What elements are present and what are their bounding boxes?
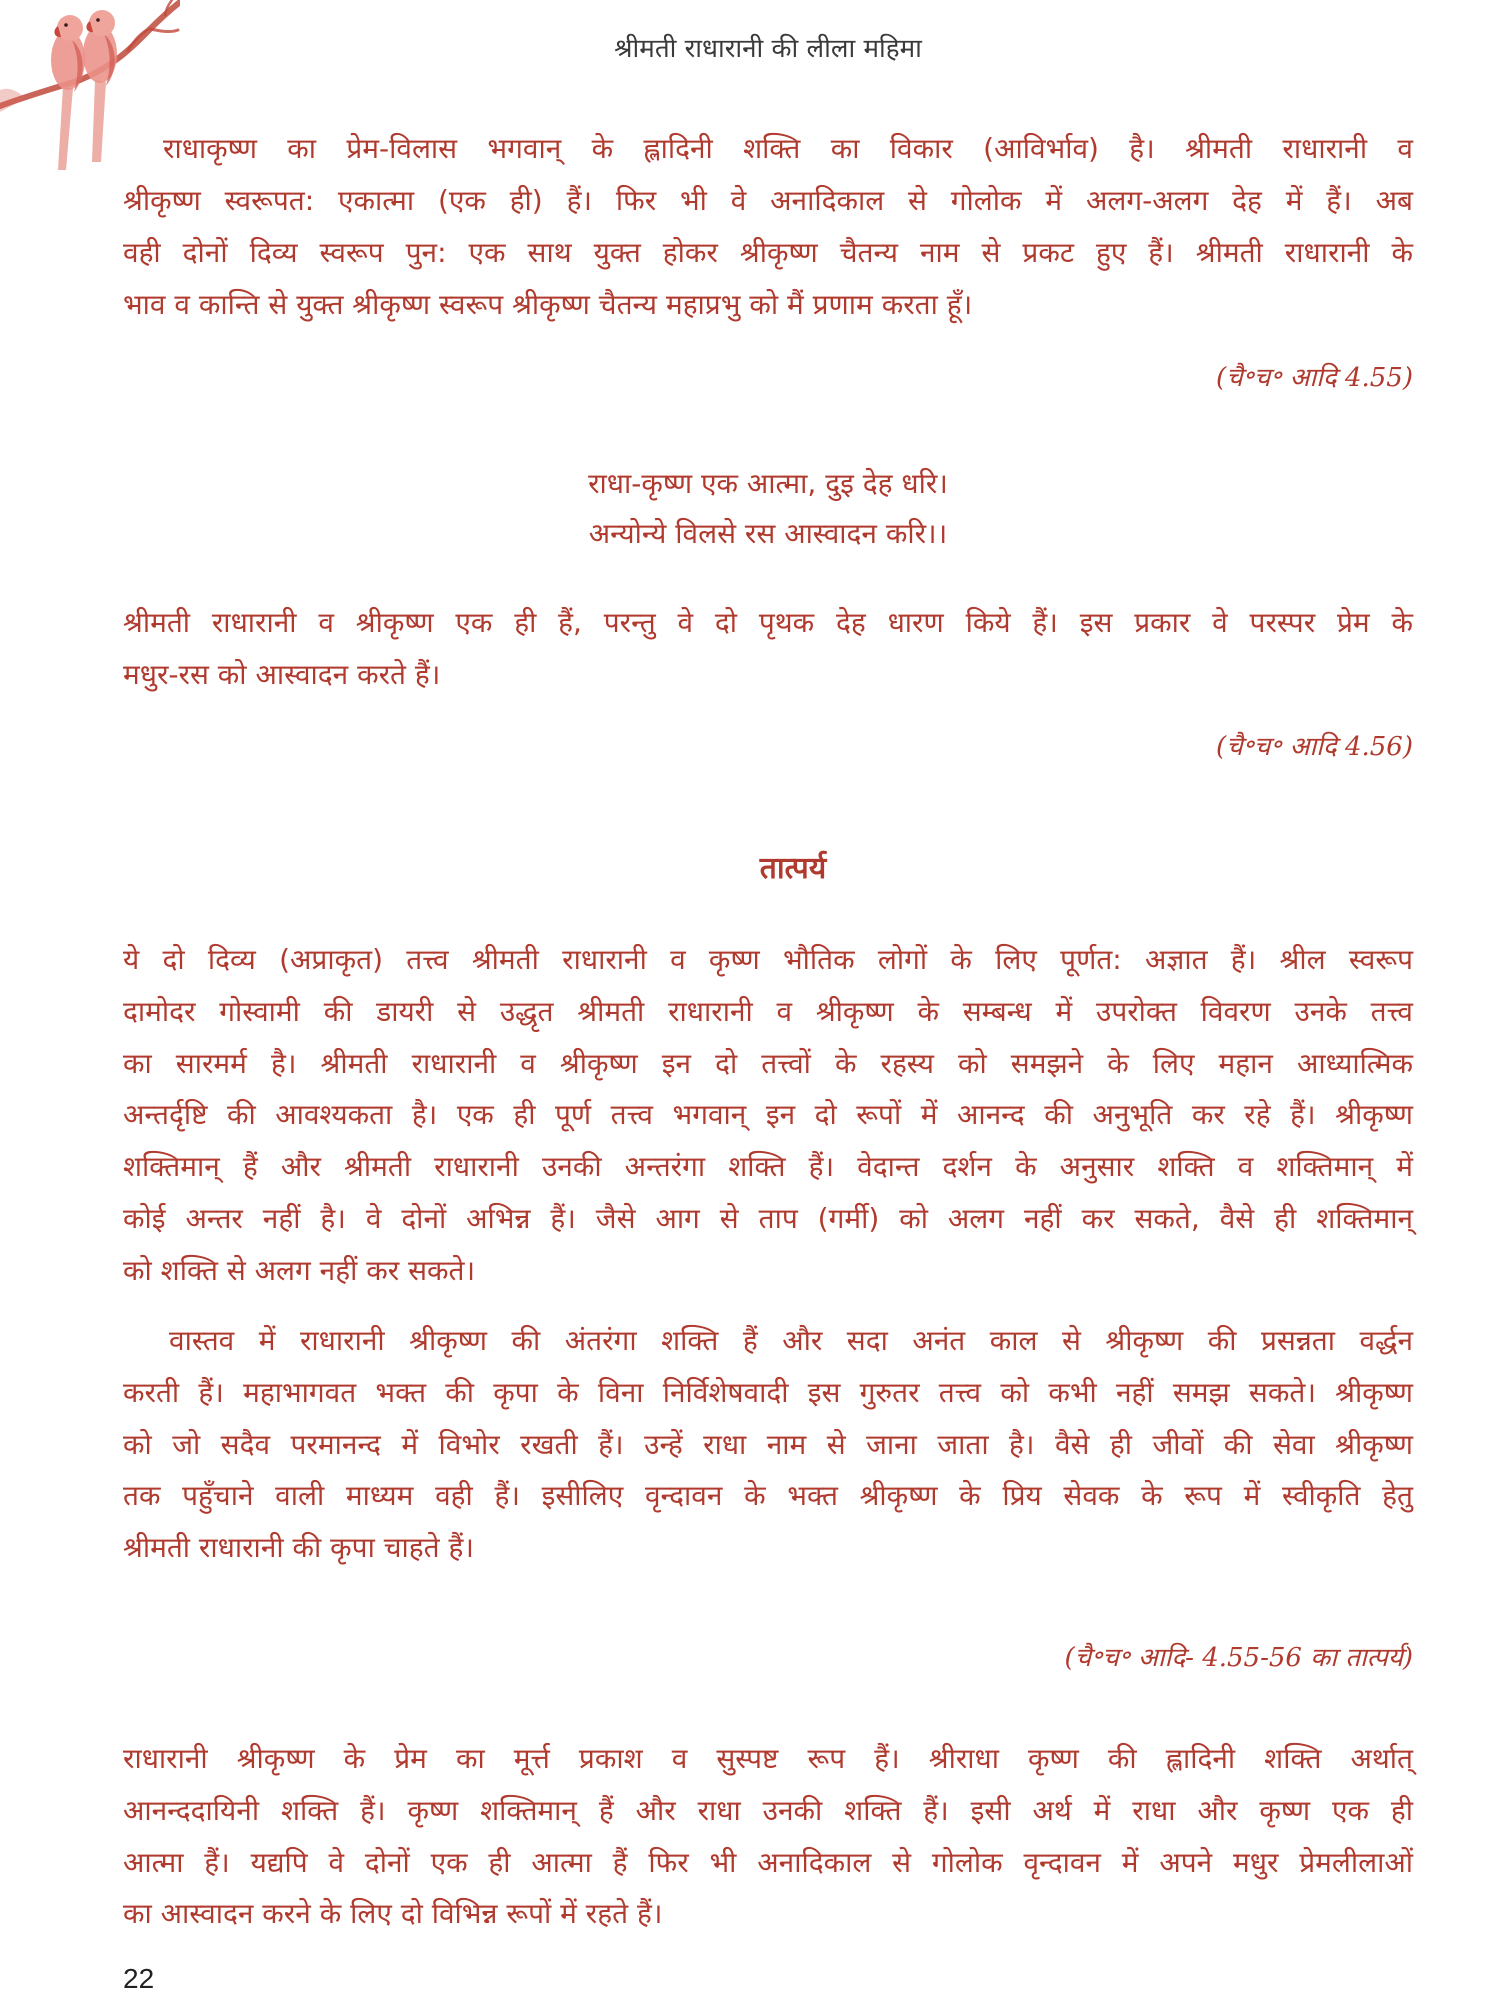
paragraph-line: दामोदर गोस्वामी की डायरी से उद्धृत श्रीमती राधारानी व श्रीकृष्ण के सम्बन्ध में उपरोक्त विवरण उनके तत्त्व [123, 994, 1413, 1028]
paragraph-line: अन्तर्दृष्टि की आवश्यकता है। एक ही पूर्ण तत्त्व भगवान् इन दो रूपों में आनन्द की अनुभूति कर रहे हैं। श्रीकृष्ण [123, 1098, 1413, 1132]
paragraph-5 [123, 1733, 1413, 1940]
parrot-left [51, 15, 85, 170]
paragraph-line: का सारमर्म है। श्रीमती राधारानी व श्रीकृष्ण इन दो तत्त्वों के रहस्य को समझने के लिए महान आध्यात्मिक [123, 1046, 1413, 1080]
paragraph-line: वही दोनों दिव्य स्वरूप पुन: एक साथ युक्त होकर श्रीकृष्ण चैतन्य नाम से प्रकट हुए हैं। श्रीमती राधारानी के [123, 236, 1413, 269]
verse-line: अन्योन्ये विलसे रस आस्वादन करि।। [588, 517, 948, 550]
paragraph-line: राधाकृष्ण का प्रेम-विलास भगवान् के ह्लादिनी शक्ति का विकार (आविर्भाव) है। श्रीमती राधारानी व [163, 132, 1413, 165]
paragraph-line: करती हैं। महाभागवत भक्त की कृपा के विना निर्विशेषवादी इस गुरुतर तत्त्व को कभी नहीं समझ सकते। श्रीकृष्ण [123, 1375, 1413, 1409]
purport-heading: तात्पर्य [759, 851, 827, 886]
paragraph-line: को शक्ति से अलग नहीं कर सकते। [123, 1253, 476, 1287]
paragraph-line: तक पहुँचाने वाली माध्यम वही हैं। इसीलिए वृन्दावन के भक्त श्रीकृष्ण के प्रिय सेवक के रूप में स्वीकृति हेतु [123, 1479, 1413, 1513]
paragraph-line: श्रीकृष्ण स्वरूपत: एकात्मा (एक ही) हैं। फिर भी वे अनादिकाल से गोलोक में अलग-अलग देह में हैं। अब [123, 184, 1413, 217]
paragraph-line: मधुर-रस को आस्वादन करते हैं। [123, 658, 441, 691]
paragraph-line: ये दो दिव्य (अप्राकृत) तत्त्व श्रीमती राधारानी व कृष्ण भौतिक लोगों के लिए पूर्णत: अज्ञात हैं। श्रील स्वरूप [123, 943, 1413, 976]
citation-purport: (चै॰च॰ आदि- 4.55-56 का तात्पर्य) [1064, 1643, 1413, 1673]
paragraph-line: भाव व कान्ति से युक्त श्रीकृष्ण स्वरूप श्रीकृष्ण चैतन्य महाप्रभु को मैं प्रणाम करता हूँ। [123, 288, 973, 321]
paragraph-line: श्रीमती राधारानी की कृपा चाहते हैं। [123, 1531, 474, 1565]
paragraph-line: आत्मा हैं। यद्यपि वे दोनों एक ही आत्मा हैं फिर भी अनादिकाल से गोलोक वृन्दावन में अपने मधुर प्रेमलीलाओं [123, 1845, 1413, 1879]
parrot-right [83, 10, 117, 162]
paragraph-line: शक्तिमान् हैं और श्रीमती राधारानी उनकी अन्तरंगा शक्ति हैं। वेदान्त दर्शन के अनुसार शक्ति व शक्तिमान् में [123, 1150, 1413, 1184]
paragraph-line: राधारानी श्रीकृष्ण के प्रेम का मूर्त्त प्रकाश व सुस्पष्ट रूप हैं। श्रीराधा कृष्ण की ह्लादिनी शक्ति अर्थात् [123, 1742, 1413, 1775]
paragraph-line: कोई अन्तर नहीं है। वे दोनों अभिन्न हैं। जैसे आग से ताप (गर्मी) को अलग नहीं कर सकते, वैसे ही शक्तिमान् [123, 1201, 1413, 1235]
page-number: 22 [123, 1963, 155, 1994]
paragraph-3 [123, 934, 1413, 1297]
paragraph-line: को जो सदैव परमानन्द में विभोर रखती हैं। उन्हें राधा नाम से जाना जाता है। वैसे ही जीवों की सेवा श्रीकृष्ण [123, 1427, 1413, 1461]
paragraph-line: श्रीमती राधारानी व श्रीकृष्ण एक ही हैं, परन्तु वे दो पृथक देह धारण किये हैं। इस प्रकार वे परस्पर प्रेम के [123, 606, 1413, 639]
running-header-title: श्रीमती राधारानी की लीला महिमा [614, 34, 922, 64]
paragraph-line: का आस्वादन करने के लिए दो विभिन्न रूपों में रहते हैं। [123, 1897, 663, 1931]
paragraph-line: वास्तव में राधारानी श्रीकृष्ण की अंतरंगा शक्ति हैं और सदा अनंत काल से श्रीकृष्ण की प्रसन्नता वर्द्धन [169, 1324, 1413, 1357]
citation-4-56: (चै॰च॰ आदि 4.56) [1216, 732, 1413, 762]
paragraph-2 [123, 597, 1413, 701]
citation-4-55: (चै॰च॰ आदि 4.55) [1216, 363, 1413, 393]
verse-line: राधा-कृष्ण एक आत्मा, दुइ देह धरि। [588, 467, 948, 500]
verse [123, 459, 1413, 559]
paragraph-line: आनन्ददायिनी शक्ति हैं। कृष्ण शक्तिमान् हैं और राधा उनकी शक्ति हैं। इसी अर्थ में राधा और कृष्ण एक ही [123, 1793, 1413, 1827]
paragraph-1 [123, 123, 1413, 331]
paragraph-4 [123, 1315, 1413, 1574]
